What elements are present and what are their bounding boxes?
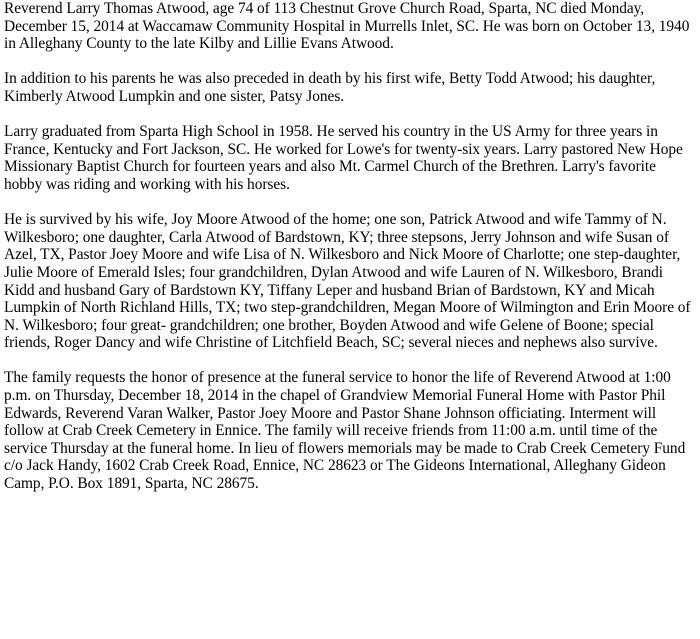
paragraph-survivors: He is survived by his wife, Joy Moore Atwood of the home; one son, Patrick Atwood and wife Tammy of N. Wilkesboro; one daughter, Carla Atwood of Bardstown, KY; three stepsons, Jerry Johnson and wife Susan of Azel, TX, Pastor Joey Moore and wife Lisa of N. Wilkesboro and Nick Moore of Charlotte; one step-daughter, Julie Moore of Emerald Isles; four grandchildren, Dylan Atwood and wife Lauren of N. Wilkesboro, Brandi Kidd and husband Gary of Bardstown KY, Tiffany Leper and husband Brian of Bardstown, KY and Micah Lumpkin of North Richland Hills, TX; two step-grandchildren, Megan Moore of Wilmington and Erin Moore of N. Wilkesboro; four great- grandchildren; one brother, Boyden Atwood and wife Gelene of Boone; special friends, Roger Dancy and wife Christine of Litchfield Beach, SC; several nieces and nephews also survive. bbox=[4, 211, 691, 352]
paragraph-funeral-service: The family requests the honor of presence at the funeral service to honor the life of Reverend Atwood at 1:00 p.m. on Thursday, December 18, 2014 in the chapel of Grandview Memorial Funeral Home with Pastor Phil Edwards, Reverend Varan Walker, Pastor Joey Moore and Pastor Shane Johnson officiating. Interment will follow at Crab Creek Cemetery in Ennice. The family will receive friends from 11:00 a.m. until time of the service Thursday at the funeral home. In lieu of flowers memorials may be made to Crab Creek Cemetery Fund c/o Jack Handy, 1602 Crab Creek Road, Ennice, NC 28623 or The Gideons International, Alleghany Gideon Camp, P.O. Box 1891, Sparta, NC 28675. bbox=[4, 369, 686, 493]
paragraph-biography: Reverend Larry Thomas Atwood, age 74 of 113 Chestnut Grove Church Road, Sparta, NC died Monday, December 15, 2014 at Waccamaw Community Hospital in Murrells Inlet, SC. He was born on October 13, 1940 in Alleghany County to the late Kilby and Lillie Evans Atwood. bbox=[4, 0, 690, 53]
paragraph-life-and-career: Larry graduated from Sparta High School in 1958. He served his country in the US Army for three years in France, Kentucky and Fort Jackson, SC. He worked for Lowe's for twenty-six years. Larry pastored New Hope Missionary Baptist Church for fourteen years and also Mt. Carmel Church of the Brethren. Larry's favorite hobby was riding and working with his horses. bbox=[4, 123, 683, 193]
paragraph-preceded-in-death: In addition to his parents he was also preceded in death by his first wife, Betty Todd Atwood; his daughter, Kimberly Atwood Lumpkin and one sister, Patsy Jones. bbox=[4, 70, 656, 105]
